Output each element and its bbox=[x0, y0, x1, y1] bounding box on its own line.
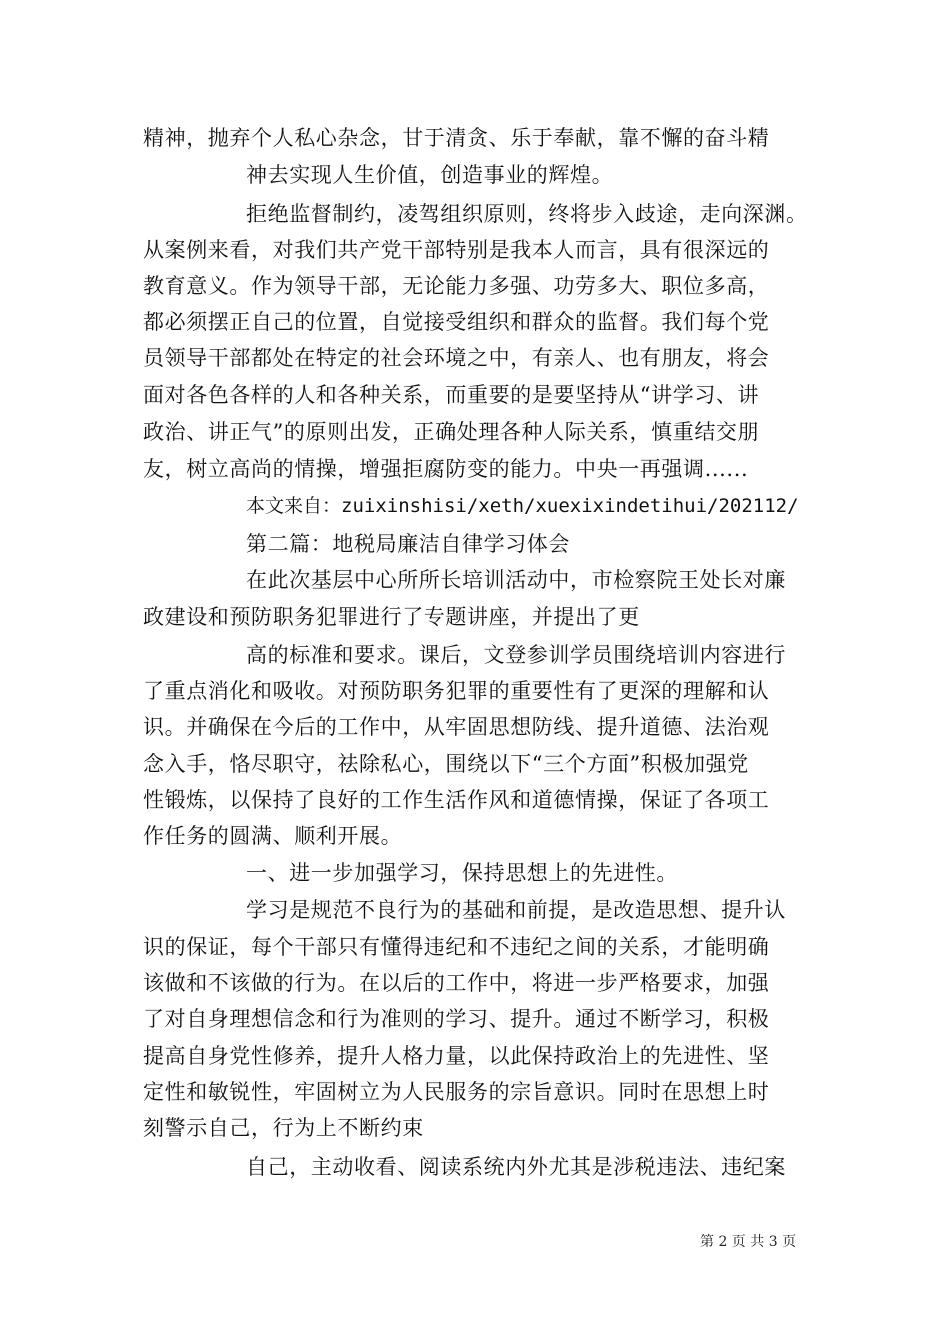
text-line: 作任务的圆满、顺利开展。 bbox=[143, 824, 403, 848]
text-line: 面对各色各样的人和各种关系，而重要的是要坚持从“讲学习、讲 bbox=[143, 383, 760, 407]
text-line: 高的标准和要求。课后，文登参训学员围绕培训内容进行 bbox=[246, 643, 786, 667]
text-line: 自己，主动收看、阅读系统内外尤其是涉税违法、违纪案 bbox=[246, 1155, 786, 1179]
text-line: 在此次基层中心所所长培训活动中，市检察院王处长对廉 bbox=[246, 568, 786, 592]
text-line: 识。并确保在今后的工作中，从牢固思想防线、提升道德、法治观 bbox=[143, 715, 770, 739]
section-heading: 一、进一步加强学习，保持思想上的先进性。 bbox=[246, 861, 678, 885]
text-line: 从案例来看，对我们共产党干部特别是我本人而言，具有很深远的 bbox=[143, 238, 770, 262]
text-line: 政治、讲正气”的原则出发，正确处理各种人际关系，慎重结交朋 bbox=[143, 420, 760, 444]
section-title: 第二篇：地税局廉洁自律学习体会 bbox=[246, 532, 570, 556]
text-line: 员领导干部都处在特定的社会环境之中，有亲人、也有朋友，将会 bbox=[143, 346, 770, 370]
text-line: 神去实现人生价值，创造事业的辉煌。 bbox=[246, 163, 614, 187]
source-line: 本文来自：zuixinshisi/xeth/xuexixindetihui/202112/ bbox=[246, 495, 799, 517]
text-line: 该做和不该做的行为。在以后的工作中，将进一步严格要求，加强 bbox=[143, 971, 770, 995]
text-line: 了重点消化和吸收。对预防职务犯罪的重要性有了更深的理解和认 bbox=[143, 679, 770, 703]
text-line: 性锻炼，以保持了良好的工作生活作风和道德情操，保证了各项工 bbox=[143, 788, 770, 812]
text-line: 提高自身党性修养，提升人格力量，以此保持政治上的先进性、坚 bbox=[143, 1044, 770, 1068]
text-line: 了对自身理想信念和行为准则的学习、提升。通过不断学习，积极 bbox=[143, 1007, 770, 1031]
text-line: 政建设和预防职务犯罪进行了专题讲座，并提出了更 bbox=[143, 605, 640, 629]
text-line: 定性和敏锐性，牢固树立为人民服务的宗旨意识。同时在思想上时 bbox=[143, 1080, 770, 1104]
text-line: 学习是规范不良行为的基础和前提，是改造思想、提升认 bbox=[246, 898, 786, 922]
text-line: 都必须摆正自己的位置，自觉接受组织和群众的监督。我们每个党 bbox=[143, 310, 770, 334]
text-line: 教育意义。作为领导干部，无论能力多强、功劳多大、职位多高， bbox=[143, 274, 770, 298]
text-line: 友，树立高尚的情操，增强拒腐防变的能力。中央一再强调...... bbox=[143, 457, 749, 481]
page-number: 第 2 页 共 3 页 bbox=[700, 1234, 797, 1250]
text-line: 念入手，恪尽职守，祛除私心，围绕以下“三个方面”积极加强党 bbox=[143, 752, 749, 776]
text-line: 精神，抛弃个人私心杂念，甘于清贪、乐于奉献，靠不懈的奋斗精 bbox=[143, 126, 770, 150]
text-line: 识的保证，每个干部只有懂得违纪和不违纪之间的关系，才能明确 bbox=[143, 935, 770, 959]
text-line: 刻警示自己，行为上不断约束 bbox=[143, 1116, 424, 1140]
text-line: 拒绝监督制约，凌驾组织原则，终将步入歧途，走向深渊。 bbox=[246, 202, 808, 226]
